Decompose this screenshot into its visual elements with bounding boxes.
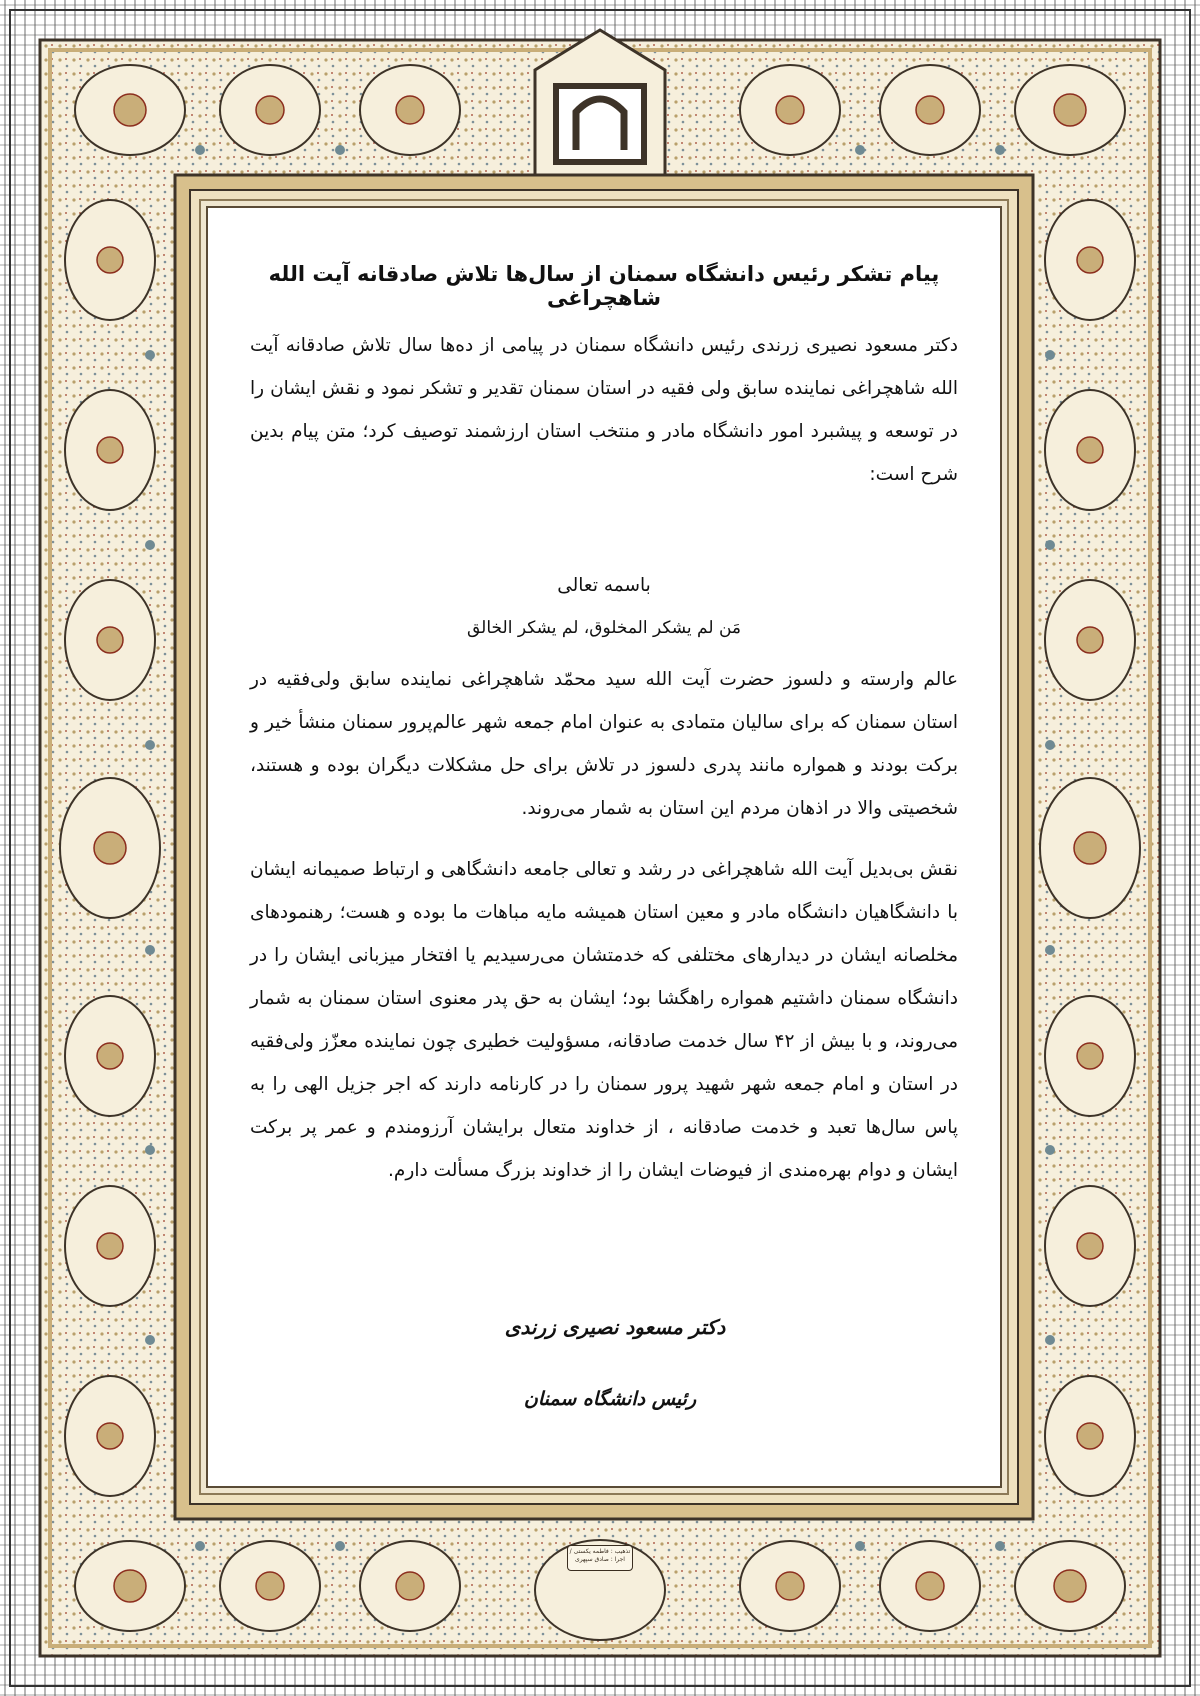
signature-title: رئیس دانشگاه سمنان	[523, 1388, 697, 1410]
letter-body	[250, 250, 958, 1192]
artist-signature: تذهیب : فاطمه یکستی / اجرا : صادق سپهری	[567, 1545, 633, 1571]
page-title: پیام تشکر رئیس دانشگاه سمنان از سال‌ها تلاش صادقانه آیت الله شاهچراغی	[268, 262, 940, 310]
signature-name: دکتر مسعود نصیری زرندی	[504, 1315, 726, 1339]
intro-paragraph: دکتر مسعود نصیری زرندی رئیس دانشگاه سمنان در پیامی از ده‌ها سال تلاش صادقانه آیت الله شاهچراغی نماینده سابق ولی فقیه در استان سمنان تقدیر و تشکر نمود و نقش ایشان را در توسعه و پیشبرد امور دانشگاه مادر و منتخب استان ارزشمند توصیف کرد؛ متن پیام بدین شرح است:	[250, 335, 958, 485]
invocation: باسمه تعالی	[557, 575, 651, 596]
paragraph-2: نقش بی‌بدیل آیت الله شاهچراغی در رشد و تعالی جامعه دانشگاهی و ارتباط صمیمانه ایشان با دانشگاهیان دانشگاه مادر و معین استان همیشه مایه مباهات ما بوده و هست؛ رهنمودهای مخلصانه ایشان در دیدارهای مختلفی که خدمتشان می‌رسیدیم یا افتخار میزبانی ایشان را در دانشگاه سمنان داشتیم همواره راهگشا بود؛ ایشان به حق پدر معنوی استان سمنان به شمار می‌روند، و با بیش از ۴۲ سال خدمت صادقانه، مسؤولیت خطیری چون نماینده معزّز ولی‌فقیه در استان و امام جمعه شهر شهید پرور سمنان را در کارنامه دارند که اجر جزیل الهی را به پاس سال‌ها تعبد و خدمت صادقانه ، از خداوند متعال برایشان آرزومندم و عمر پر برکت ایشان و دوام بهره‌مندی از فیوضات ایشان را از خداوند بزرگ مسألت دارم.	[250, 859, 958, 1181]
quote: مَن لم یشکر المخلوق، لم یشکر الخالق	[467, 618, 741, 638]
paragraph-1: عالم وارسته و دلسوز حضرت آیت الله سید محمّد شاهچراغی نماینده سابق ولی‌فقیه در استان سمنان که برای سالیان متمادی به عنوان امام جمعه شهر عالم‌پرور سمنان منشأ خیر و برکت بودند و همواره مانند پدری دلسوز در تلاش برای حل مشکلات دیگران بوده و هستند، شخصیتی والا در اذهان مردم این استان به شمار می‌روند.	[250, 669, 958, 819]
